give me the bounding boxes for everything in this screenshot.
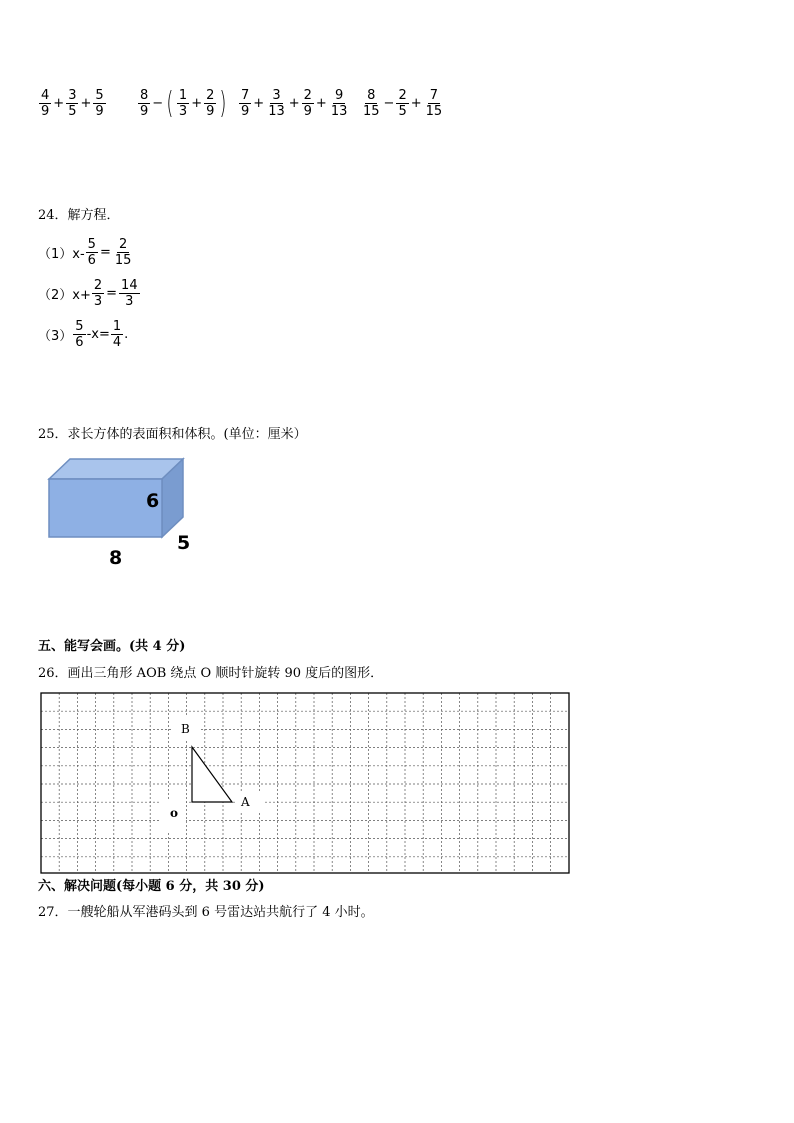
cuboid-height-label: 6	[146, 490, 160, 512]
equation-1: （1）x- $\frac{5}{6}$ = $\frac{2}{15}$	[38, 237, 132, 268]
fraction: $\frac{8}{15}$	[363, 88, 380, 119]
fraction: $\frac{1}{3}$	[178, 88, 188, 119]
cuboid-width-label: 5	[177, 532, 191, 554]
triangle-aob	[192, 747, 232, 802]
equation-2: （2）x+ $\frac{2}{3}$ = $\frac{14}{3}$	[38, 278, 138, 309]
section-5-title: 五、能写会画。(共 4 分)	[38, 639, 186, 654]
point-a-label: A	[241, 795, 250, 809]
equation-3: （3） $\frac{5}{6}$ -x= $\frac{1}{4}$ .	[38, 319, 129, 350]
calc-expression-4: $\frac{8}{15}$ − $\frac{2}{5}$ + $\frac{7}{15}$	[363, 88, 443, 119]
calc-expression-2: $\frac{8}{9}$ − ( $\frac{1}{3}$ + $\frac{2}{9}$ )	[140, 85, 227, 121]
fraction: $\frac{2}{3}$	[93, 278, 103, 309]
point-o-label: o	[170, 806, 179, 820]
grid-lines	[41, 693, 569, 873]
fraction: $\frac{2}{5}$	[398, 88, 407, 119]
question-27-title: 27．一艘轮船从军港码头到 6 号雷达站共航行了 4 小时。	[38, 905, 374, 920]
fraction: $\frac{7}{9}$	[241, 88, 250, 119]
fraction: $\frac{5}{9}$	[95, 88, 104, 119]
fraction: $\frac{2}{9}$	[303, 88, 312, 119]
question-26-title: 26．画出三角形 AOB 绕点 O 顺时针旋转 90 度后的图形．	[38, 666, 384, 681]
fraction: $\frac{7}{15}$	[425, 88, 443, 119]
fraction: $\frac{2}{9}$	[206, 88, 215, 119]
fraction: $\frac{1}{4}$	[112, 319, 122, 350]
fraction: $\frac{4}{9}$	[41, 88, 50, 119]
fraction: $\frac{3}{5}$	[68, 88, 77, 119]
question-25-title: 25．求长方体的表面积和体积。(单位：厘米）	[38, 427, 307, 442]
cuboid-top-face	[49, 459, 183, 479]
fraction: $\frac{2}{15}$	[114, 237, 132, 268]
fraction: $\frac{8}{9}$	[140, 88, 149, 119]
calc-expression-1: $\frac{4}{9}$ + $\frac{3}{5}$ + $\frac{5}{9}$	[41, 88, 104, 119]
grid-paper	[40, 692, 571, 875]
fraction: $\frac{9}{13}$	[330, 88, 348, 119]
fraction: $\frac{14}{3}$	[121, 278, 138, 309]
grid-border	[41, 693, 569, 873]
point-b-label: B	[181, 722, 190, 736]
section-6-title: 六、解决问题(每小题 6 分，共 30 分)	[38, 879, 265, 894]
cuboid-length-label: 8	[109, 547, 123, 569]
fraction: $\frac{3}{13}$	[268, 88, 285, 119]
fraction: $\frac{5}{6}$	[87, 237, 96, 268]
calc-expression-3: $\frac{7}{9}$ + $\frac{3}{13}$ + $\frac{2}{9}$ + $\frac{9}{13}$	[241, 88, 348, 119]
question-24-title: 24．解方程．	[38, 208, 120, 223]
fraction: $\frac{5}{6}$	[75, 319, 84, 350]
